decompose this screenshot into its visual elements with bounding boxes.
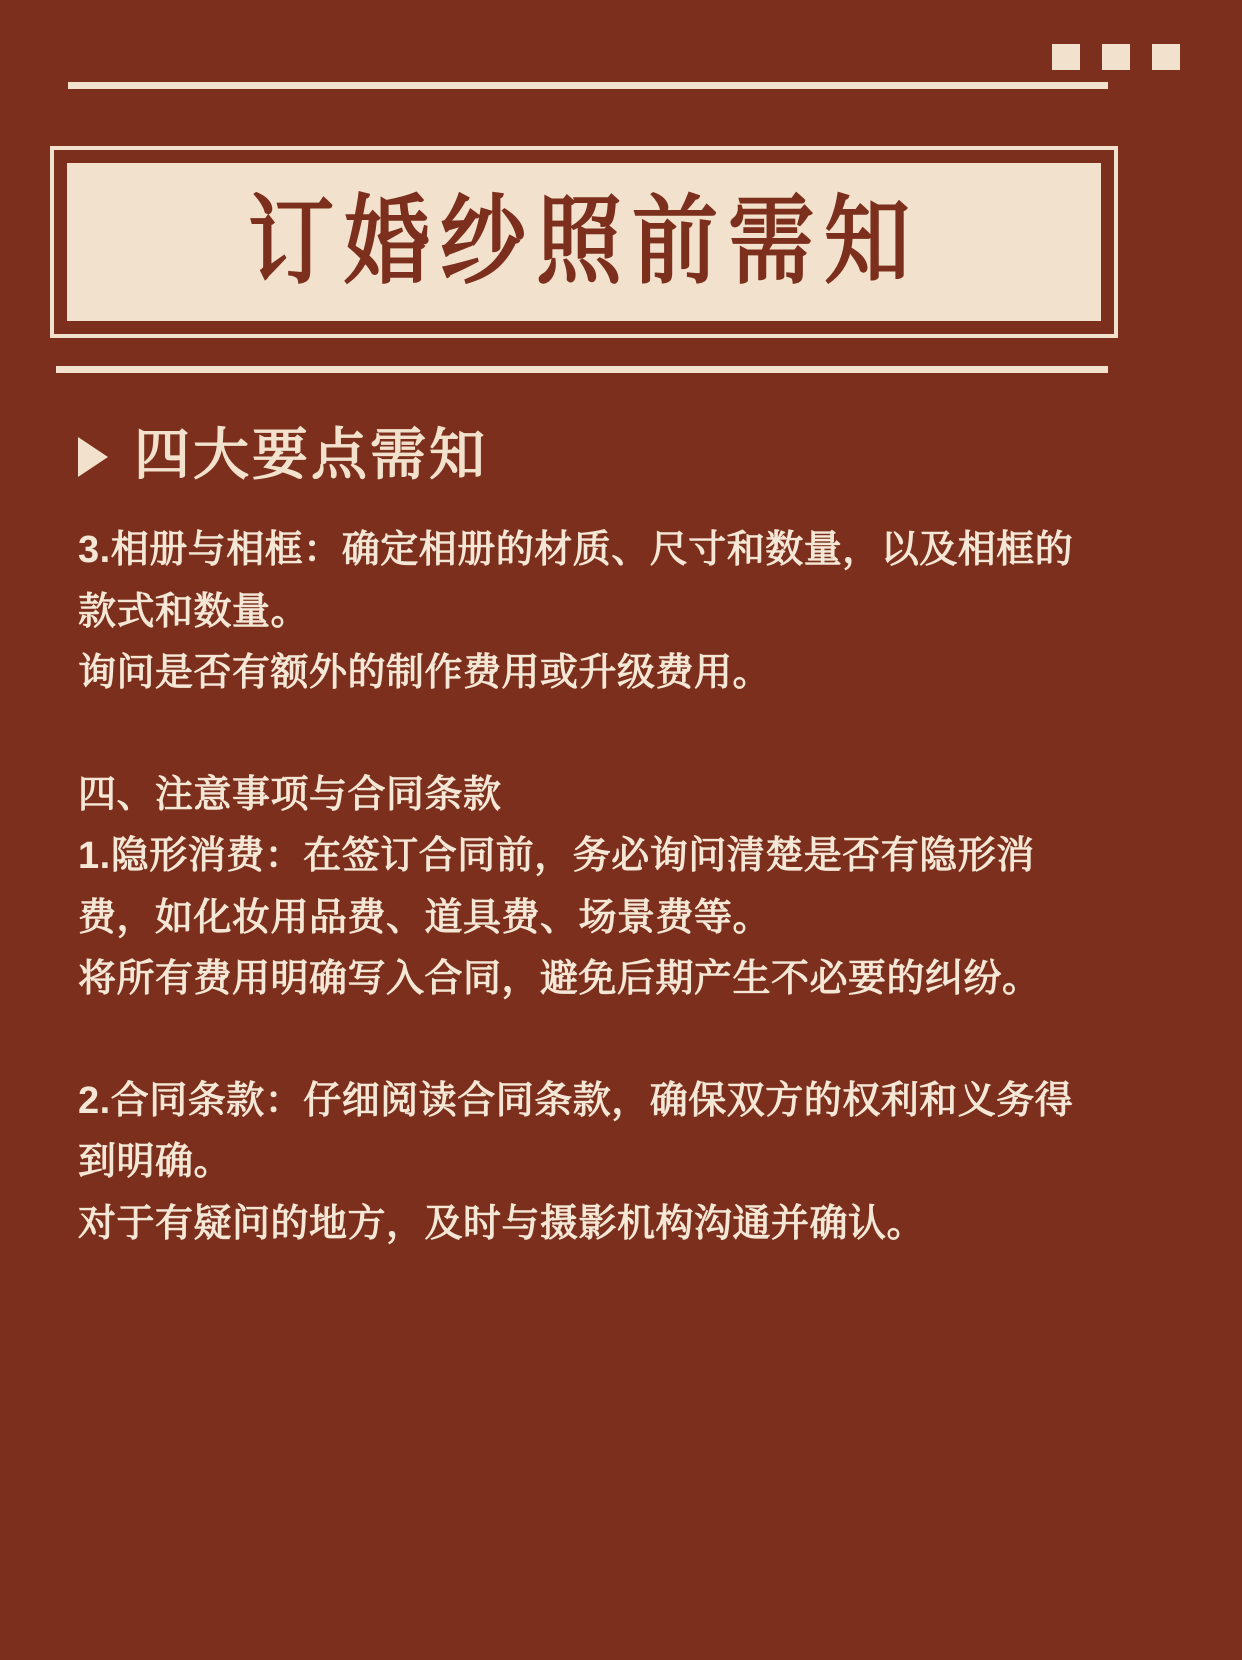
title-plate — [67, 163, 1101, 321]
paragraph: 对于有疑问的地方，及时与摄影机构沟通并确认。 — [78, 1202, 926, 1245]
section-heading-label: 四大要点需知 — [134, 423, 488, 486]
block-spacer — [78, 705, 1083, 765]
top-divider — [68, 82, 1108, 89]
paragraph: 四、注意事项与合同条款 — [78, 773, 502, 816]
body-content — [78, 520, 1083, 1255]
title-bottom-divider — [56, 366, 1108, 373]
top-dash-decoration — [1052, 44, 1180, 70]
dash-mark-2 — [1102, 44, 1130, 70]
dash-mark-3 — [1152, 44, 1180, 70]
content-block-1 — [78, 520, 1083, 705]
block-spacer — [78, 1011, 1083, 1071]
content-block-3 — [78, 1071, 1083, 1256]
paragraph: 将所有费用明确写入合同，避免后期产生不必要的纠纷。 — [78, 958, 1041, 1001]
play-triangle-icon — [78, 437, 108, 477]
content-block-2 — [78, 765, 1083, 1011]
page-title: 订婚纱照前需知 — [248, 186, 920, 298]
paragraph: 2.合同条款：仔细阅读合同条款，确保双方的权利和义务得到明确。 — [78, 1079, 1074, 1184]
paragraph: 1.隐形消费：在签订合同前，务必询问清楚是否有隐形消费，如化妆用品费、道具费、场景费等。 — [78, 835, 1035, 939]
section-heading — [78, 424, 488, 486]
paragraph: 3.相册与相框：确定相册的材质、尺寸和数量，以及相框的款式和数量。 — [78, 529, 1074, 633]
title-frame — [50, 146, 1118, 338]
dash-mark-1 — [1052, 44, 1080, 70]
paragraph: 询问是否有额外的制作费用或升级费用。 — [78, 652, 772, 695]
